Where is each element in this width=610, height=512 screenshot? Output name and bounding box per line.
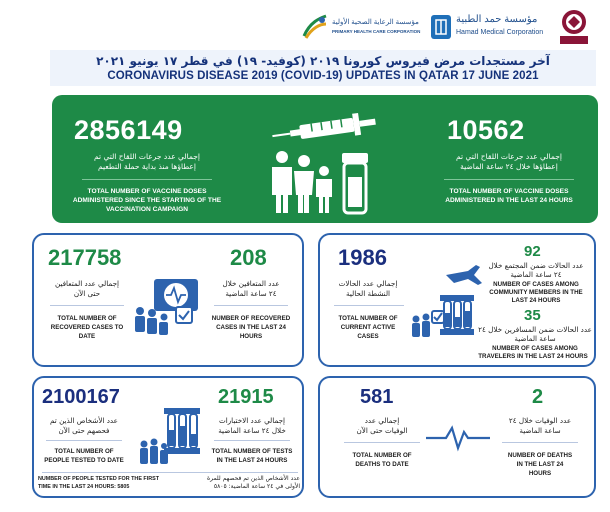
active-cases-label-en-3: CASES: [357, 333, 379, 340]
people-tested-label-en-1: TOTAL NUMBER OF: [54, 448, 114, 455]
total-vaccine-doses-label-ar-1: إجمالي عدد جرعات اللقاح التي تم: [94, 152, 200, 161]
deaths-24h-label-en-3: HOURS: [528, 470, 552, 477]
total-recovered-value: 217758: [48, 245, 122, 270]
active-cases-label-ar-1: إجمالي عدد الحالات: [338, 279, 398, 288]
total-recovered-label-ar-2: حتى الآن: [73, 289, 101, 298]
total-deaths-label-ar-1: إجمالي عدد: [364, 416, 400, 425]
hmc-name-en: Hamad Medical Corporation: [456, 29, 544, 36]
active-cases-value: 1986: [338, 245, 387, 270]
moph-emblem-icon: [554, 8, 594, 46]
tests-card: [32, 376, 304, 498]
divider: [50, 305, 124, 306]
total-deaths-label-en-2: DEATHS TO DATE: [355, 461, 409, 468]
total-recovered-label-en-2: RECOVERED CASES TO: [50, 324, 124, 331]
vaccine-doses-24h-label-en-2: ADMINISTERED IN THE LAST 24 HOURS: [445, 197, 573, 204]
traveler-cases-value: 35: [524, 307, 541, 324]
vaccine-doses-24h-label-en-1: TOTAL NUMBER OF VACCINE DOSES: [449, 188, 569, 195]
divider: [214, 305, 288, 306]
divider: [334, 305, 404, 306]
vaccine-doses-24h-label-ar-2: إعطاؤها خلال ٢٤ ساعة الماضية: [460, 162, 558, 171]
divider: [46, 440, 122, 441]
recovered-card: [32, 233, 304, 367]
recovered-24h-label-en-3: HOURS: [239, 333, 263, 340]
active-cases-card: [318, 233, 596, 367]
first-time-tested-ar-1: عدد الأشخاص الذين تم فحصهم للمرة: [207, 475, 300, 482]
deaths-card: [318, 376, 596, 498]
tests-24h-label-ar-1: إجمالي عدد الاختبارات: [218, 416, 286, 425]
divider: [502, 442, 578, 443]
total-vaccine-doses-label-en-1: TOTAL NUMBER OF VACCINE DOSES: [87, 188, 207, 195]
vaccine-panel: [52, 95, 598, 223]
total-deaths-label-en-1: TOTAL NUMBER OF: [352, 452, 412, 459]
recovered-24h-value: 208: [230, 245, 267, 270]
total-vaccine-doses-value: 2856149: [74, 115, 183, 145]
moph-logo: [554, 8, 594, 46]
community-cases-label-en-3: LAST 24 HOURS: [511, 297, 561, 304]
recovered-24h-label-en-2: CASES IN THE LAST 24: [216, 324, 286, 331]
recovered-24h-label-ar-1: عدد المتعافين خلال: [222, 279, 280, 288]
test-tubes-people-icon: [138, 406, 204, 468]
phcc-logo: [300, 12, 430, 42]
deaths-24h-label-en-2: IN THE LAST 24: [516, 461, 564, 468]
first-time-tested-ar-2: الأولى في ٢٤ ساعة الماضية: ٥٨٠٥: [213, 483, 300, 490]
tests-24h-label-en-1: TOTAL NUMBER OF TESTS: [211, 448, 293, 455]
hmc-name-ar: مؤسسة حمد الطبية: [456, 14, 538, 25]
hmc-emblem-icon: [430, 14, 452, 40]
traveler-cases-label-ar-1: عدد الحالات ضمن المسافرين خلال ٢٤: [478, 325, 592, 334]
recovered-24h-label-en-1: NUMBER OF RECOVERED: [211, 315, 291, 322]
deaths-24h-label-ar-2: ساعة الماضية: [519, 426, 561, 435]
total-deaths-value: 581: [360, 386, 394, 408]
hmc-logo: [430, 12, 548, 42]
heartbeat-line-icon: [424, 422, 492, 452]
deaths-24h-value: 2: [532, 386, 544, 408]
phcc-emblem-icon: [300, 12, 330, 42]
deaths-24h-label-ar-1: عدد الوفيات خلال ٢٤: [508, 416, 572, 425]
traveler-cases-label-en-1: NUMBER OF CASES AMONG: [492, 345, 578, 352]
community-cases-label-ar-1: عدد الحالات ضمن المجتمع خلال: [488, 261, 584, 270]
deaths-24h-label-en-1: NUMBER OF DEATHS: [507, 452, 573, 459]
active-cases-label-ar-2: النشطة الحالية: [345, 289, 391, 298]
travel-lab-icon: [410, 261, 484, 345]
traveler-cases-label-en-2: TRAVELERS IN THE LAST 24 HOURS: [478, 353, 588, 360]
phcc-name-en: PRIMARY HEALTH CARE CORPORATION: [332, 29, 421, 34]
active-cases-label-en-2: CURRENT ACTIVE: [340, 324, 396, 331]
vaccine-doses-24h-label-ar-1: إجمالي عدد جرعات اللقاح التي تم: [456, 152, 562, 161]
phcc-name-ar: مؤسسة الرعاية الصحية الأولية: [332, 19, 419, 26]
vaccine-doses-24h-value: 10562: [447, 115, 525, 145]
tests-24h-label-en-2: IN THE LAST 24 HOURS: [216, 457, 288, 464]
title-arabic: آخر مستجدات مرض فيروس كورونا ٢٠١٩ (كوفيد- ١٩) في قطر ١٧ يونيو ٢٠٢١: [96, 54, 550, 68]
total-recovered-label-ar-1: إجمالي عدد المتعافين: [54, 279, 120, 288]
total-vaccine-doses-label-ar-2: إعطاؤها منذ بداية حملة التطعيم: [98, 162, 196, 171]
traveler-cases-label-ar-2: ساعة الماضية: [514, 334, 556, 343]
divider: [42, 472, 298, 473]
title-bar: [50, 50, 596, 86]
first-time-tested-en-2: TIME IN THE LAST 24 HOURS: 5805: [38, 484, 130, 490]
community-cases-label-en-1: NUMBER OF CASES AMONG: [493, 281, 579, 288]
tests-24h-value: 21915: [218, 386, 274, 408]
vaccine-family-icon: [260, 105, 390, 217]
community-cases-label-en-2: COMMUNITY MEMBERS IN THE: [489, 289, 583, 296]
total-vaccine-doses-label-en-3: VACCINATION CAMPAIGN: [105, 206, 189, 213]
active-cases-label-en-1: TOTAL NUMBER OF: [338, 315, 398, 322]
recovered-people-icon: [132, 277, 204, 339]
total-vaccine-doses-label-en-2: ADMINISTERED SINCE THE STARTING OF THE: [72, 197, 222, 204]
community-cases-label-ar-2: ٢٤ ساعة الماضية: [510, 270, 562, 279]
people-tested-value: 2100167: [42, 386, 120, 408]
total-recovered-label-en-1: TOTAL NUMBER OF: [57, 315, 117, 322]
title-english: CORONAVIRUS DISEASE 2019 (COVID-19) UPDATES IN QATAR 17 JUNE 2021: [107, 70, 539, 82]
total-deaths-label-ar-2: الوفيات حتى الآن: [356, 426, 408, 435]
divider: [214, 440, 290, 441]
first-time-tested-en-1: NUMBER OF PEOPLE TESTED FOR THE FIRST: [38, 476, 159, 482]
divider: [82, 179, 212, 180]
tests-24h-label-ar-2: خلال ٢٤ ساعة الماضية: [218, 426, 286, 435]
divider: [444, 179, 574, 180]
recovered-24h-label-ar-2: ٢٤ ساعة الماضية: [225, 289, 277, 298]
community-cases-value: 92: [524, 243, 541, 260]
divider: [344, 442, 420, 443]
total-recovered-label-en-3: DATE: [78, 333, 96, 340]
people-tested-label-en-2: PEOPLE TESTED TO DATE: [44, 457, 124, 464]
infographic: [18, 0, 592, 512]
people-tested-label-ar-1: عدد الأشخاص الذين تم: [50, 416, 118, 425]
people-tested-label-ar-2: فحصهم حتى الآن: [58, 426, 110, 435]
